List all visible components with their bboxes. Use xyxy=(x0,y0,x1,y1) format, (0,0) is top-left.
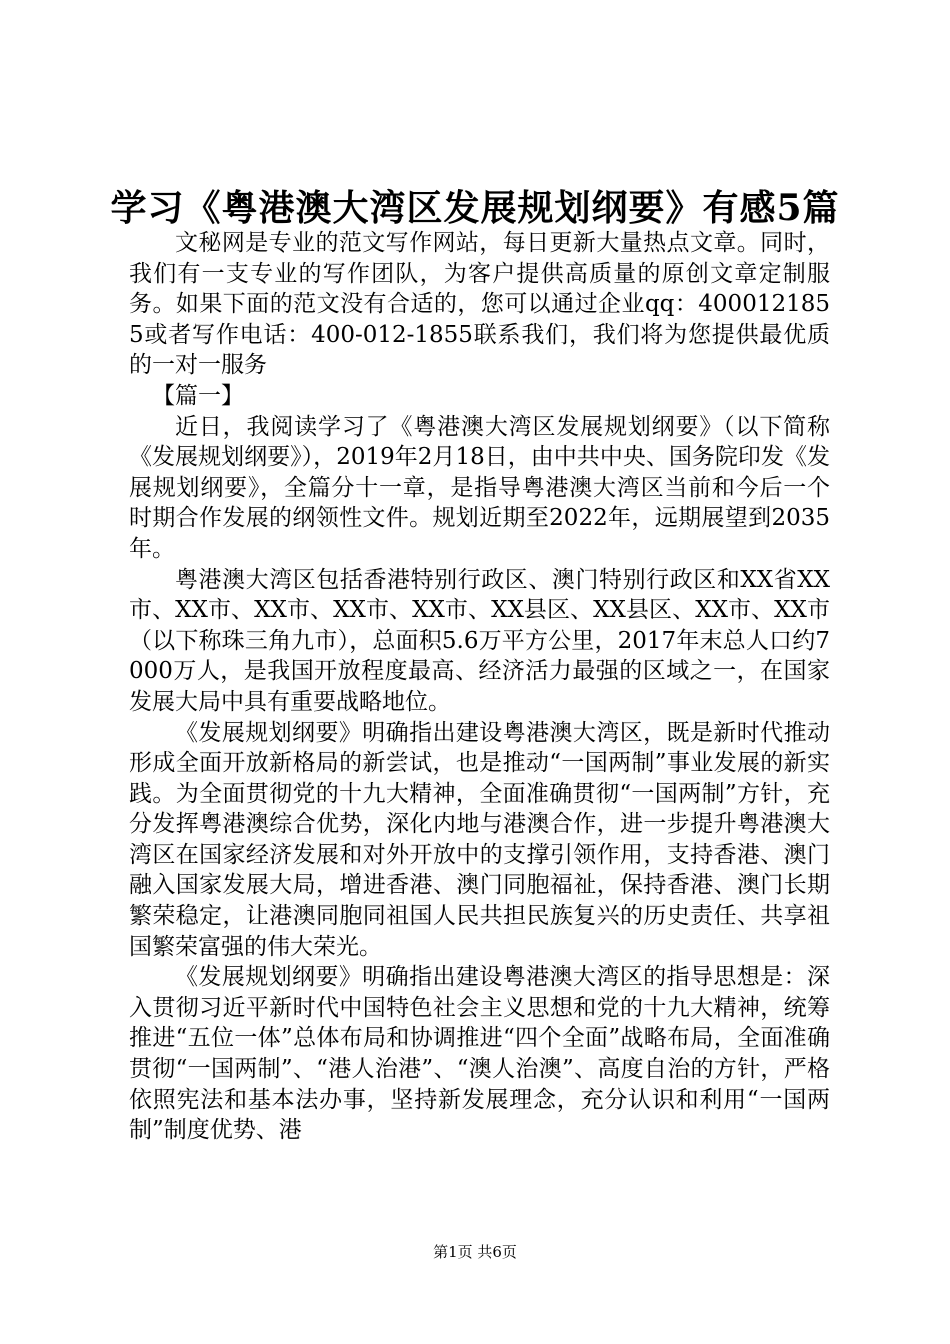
body-paragraph: 《发展规划纲要》明确指出建设粤港澳大湾区的指导思想是：深入贯彻习近平新时代中国特色社会主义思想和党的十九大精神，统筹推进“五位一体”总体布局和协调推进“四个全面”战略布局，全面准确贯彻“一国两制”、“港人治港”、“澳人治澳”、高度自治的方针，严格依照宪法和基本法办事，坚持新发展理念，充分认识和利用“一国两制”制度优势、港 xyxy=(129,964,830,1144)
body-paragraph: 近日，我阅读学习了《粤港澳大湾区发展规划纲要》（以下简称《发展规划纲要》），2019年2月18日，由中共中央、国务院印发《发展规划纲要》，全篇分十一章，是指导粤港澳大湾区当前和今后一个时期合作发展的纲领性文件。规划近期至2022年，远期展望到2035年。 xyxy=(129,413,830,562)
intro-paragraph: 文秘网是专业的范文写作网站，每日更新大量热点文章。同时，我们有一支专业的写作团队，为客户提供高质量的原创文章定制服务。如果下面的范文没有合适的，您可以通过企业qq：4000121855或者写作电话：400-012-1855联系我们，我们将为您提供最优质的一对一服务 xyxy=(129,230,830,379)
page-number-footer: 第1页 共6页 xyxy=(433,1243,517,1261)
document-title: 学习《粤港澳大湾区发展规划纲要》有感5篇 xyxy=(110,187,840,229)
body-paragraph: 粤港澳大湾区包括香港特别行政区、澳门特别行政区和XX省XX市、XX市、XX市、XX市、XX市、XX县区、XX县区、XX市、XX市（以下称珠三角九市），总面积5.6万平方公里，2017年末总人口约7000万人，是我国开放程度最高、经济活力最强的区域之一，在国家发展大局中具有重要战略地位。 xyxy=(129,566,830,715)
section-heading: 【篇一】 xyxy=(152,382,244,409)
body-paragraph: 《发展规划纲要》明确指出建设粤港澳大湾区，既是新时代推动形成全面开放新格局的新尝试，也是推动“一国两制”事业发展的新实践。为全面贯彻党的十九大精神，全面准确贯彻“一国两制”方针，充分发挥粤港澳综合优势，深化内地与港澳合作，进一步提升粤港澳大湾区在国家经济发展和对外开放中的支撑引领作用，支持香港、澳门融入国家发展大局，增进香港、澳门同胞福祉，保持香港、澳门长期繁荣稳定，让港澳同胞同祖国人民共担民族复兴的历史责任、共享祖国繁荣富强的伟大荣光。 xyxy=(129,719,830,960)
document-body xyxy=(129,228,830,1146)
